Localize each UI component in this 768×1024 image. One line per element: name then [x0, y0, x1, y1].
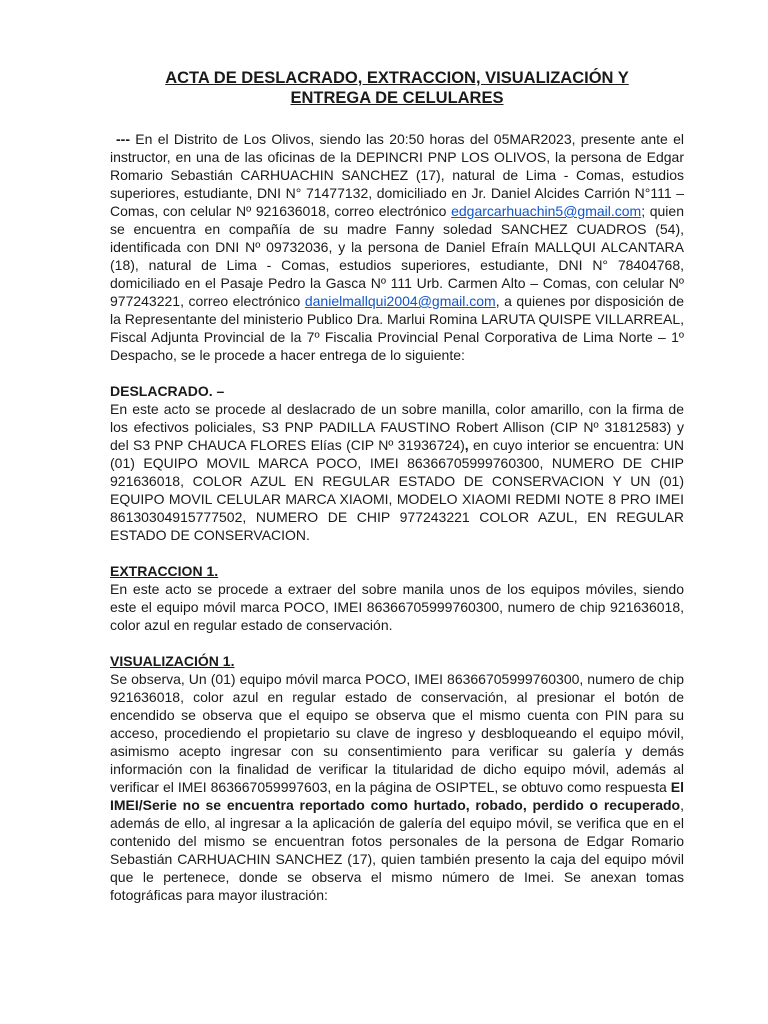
visualizacion-heading: VISUALIZACIÓN 1. — [110, 653, 235, 669]
visualizacion-bold-result: El IMEI/Serie no se encuentra reportado como hurtado, robado, perdido o recuperado — [110, 779, 684, 813]
intro-text-2: ; quien se encuentra en compañía de su madre Fanny soledad SANCHEZ CUADROS (54), identificada con DNI Nº 09732036, y la persona de Daniel Efraín MALLQUI ALCANTARA (18), natural de Lima - Comas, estudios superiores, estudiante, DNI N° 78404768, domiciliado en el Pasaje Pedro la Gasca Nº 111 Urb. Carmen Alto – Comas, con celular Nº 977243221, correo electrónico — [110, 203, 684, 309]
extraccion-text: En este acto se procede a extraer del sobre manila unos de los equipos móviles, siendo este el equipo móvil marca POCO, IMEI 86366705999760300, numero de chip 921636018, color azul en regular estado de conservación. — [110, 581, 684, 633]
section-extraccion — [110, 562, 684, 634]
intro-text-1: En el Distrito de Los Olivos, siendo las 20:50 horas del 05MAR2023, presente ante el instructor, en una de las oficinas de la DEPINCRI PNP LOS OLIVOS, la persona de Edgar Romario Sebastián CARHUACHIN SANCHEZ (17), natural de Lima - Comas, estudios superiores, estudiante, DNI N° 71477132, domiciliado en Jr. Daniel Alcides Carrión N°111 – Comas, con celular Nº 921636018, correo electrónico — [110, 131, 684, 219]
section-deslacrado — [110, 382, 684, 544]
email-link-edgar[interactable]: edgarcarhuachin5@gmail.com — [451, 203, 642, 219]
deslacrado-text-1: En este acto se procede al deslacrado de un sobre manilla, color amarillo, con la firma de los efectivos policiales, S3 PNP PADILLA FAUSTINO Robert Allison (CIP Nº 31812583) y del S3 PNP CHAUCA FLORES Elías (CIP Nº 31936724) — [110, 401, 684, 453]
visualizacion-text-1: Se observa, Un (01) equipo móvil marca POCO, IMEI 86366705999760300, numero de chip 921636018, color azul en regular estado de conservación, al presionar el botón de encendido se observa que el equipo se observa que el mismo cuenta con PIN para su acceso, procediendo el propietario su clave de ingreso y desbloqueando el equipo móvil, asimismo acepto ingresar con su consentimiento para verificar su galería y demás información con la finalidad de verificar la titularidad de dicho equipo móvil, además al verificar el IMEI 863667059997603, en la página de OSIPTEL, se obtuvo como respuesta — [110, 671, 684, 795]
section-visualizacion — [110, 652, 684, 904]
extraccion-heading: EXTRACCION 1. — [110, 563, 219, 579]
intro-text-3: , a quienes por disposición de la Representante del ministerio Publico Dra. Marlui Romina LARUTA QUISPE VILLARREAL, Fiscal Adjunta Provincial de la 7º Fiscalia Provincial Penal Corporativa de Lima Norte – 1º Despacho, se le procede a hacer entrega de lo siguiente: — [110, 293, 684, 363]
intro-dashes: --- — [116, 131, 130, 147]
deslacrado-text — [110, 400, 684, 544]
visualizacion-text-2: , además de ello, al ingresar a la aplicación de galería del equipo móvil, se verifica que en el contenido del mismo se encuentran fotos personales de la persona de Edgar Romario Sebastián CARHUACHIN SANCHEZ (17), quien también presento la caja del equipo móvil que le pertenece, donde se observa el mismo número de Imei. Se anexan tomas fotográficas para mayor ilustración: — [110, 797, 684, 903]
email-link-daniel[interactable]: danielmallqui2004@gmail.com — [304, 293, 496, 309]
document-title — [110, 68, 684, 108]
deslacrado-text-2: en cuyo interior se encuentra: UN (01) EQUIPO MOVIL MARCA POCO, IMEI 86366705999760300, NUMERO DE CHIP 921636018, COLOR AZUL EN REGULAR ESTADO DE CONSERVACION Y UN (01) EQUIPO MOVIL CELULAR MARCA XIAOMI, MODELO XIAOMI REDMI NOTE 8 PRO IMEI 86130304915777502, NUMERO DE CHIP 977243221 COLOR AZUL, EN REGULAR ESTADO DE CONSERVACION. — [110, 437, 684, 543]
deslacrado-heading: DESLACRADO. – — [110, 383, 225, 399]
title-line-1: ACTA DE DESLACRADO, EXTRACCION, VISUALIZACIÓN Y — [165, 69, 629, 87]
intro-paragraph — [110, 130, 684, 364]
title-line-2: ENTREGA DE CELULARES — [290, 89, 504, 107]
deslacrado-comma: , — [464, 437, 469, 453]
visualizacion-text — [110, 670, 684, 904]
